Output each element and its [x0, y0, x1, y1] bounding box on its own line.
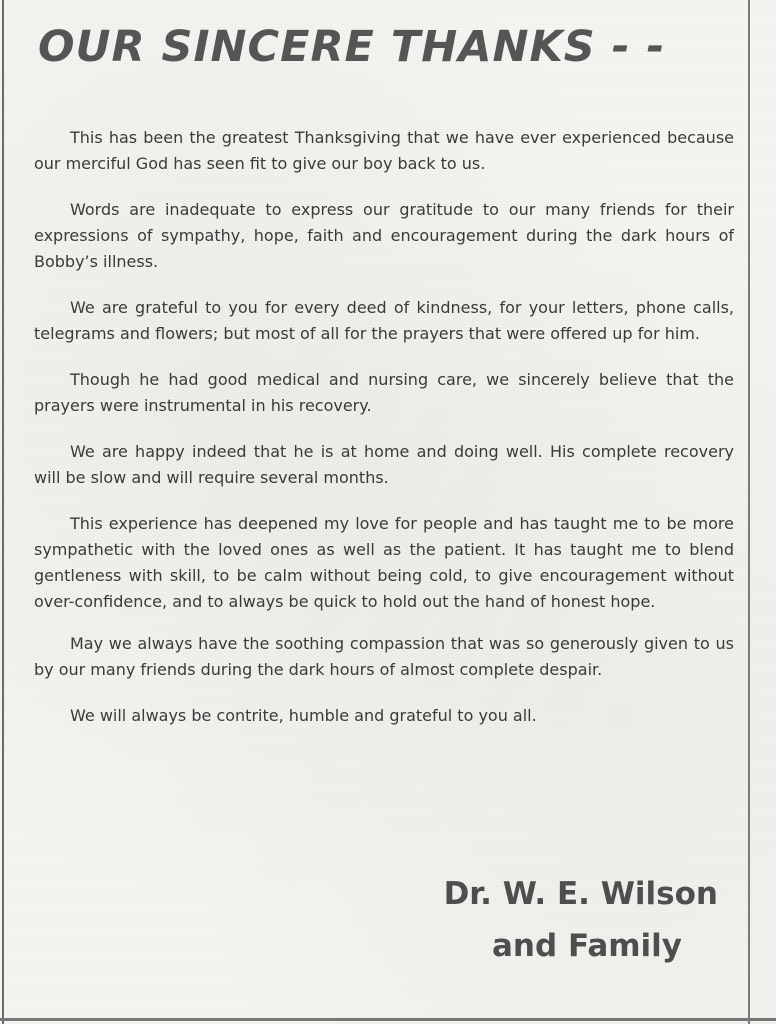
paragraph-7: May we always have the soothing compassion that was so generously given to us by our many friends during the dark hours of almost complete despair.: [34, 634, 734, 679]
paragraph-1: This has been the greatest Thanksgiving that we have ever experienced because our merciful God has seen fit to give our boy back to us.: [34, 128, 734, 173]
signature-family: and Family: [491, 928, 682, 964]
right-border-rule: [748, 0, 750, 1024]
letter-body: [34, 125, 734, 749]
headline: OUR SINCERE THANKS - -: [38, 22, 666, 72]
paragraph-2: Words are inadequate to express our gratitude to our many friends for their expressions of sympathy, hope, faith and encouragement during the dark hours of Bobby’s illness.: [34, 200, 734, 271]
left-border-rule: [2, 0, 4, 1024]
signature-name: Dr. W. E. Wilson: [443, 876, 718, 912]
paragraph-6: This experience has deepened my love for people and has taught me to be more sympathetic with the loved ones as well as the patient. It has taught me to blend gentleness with skill, to be calm without being cold, to give encouragement without over-confidence, and to always be quick to hold out the hand of honest hope.: [34, 514, 734, 611]
paragraph-3: We are grateful to you for every deed of kindness, for your letters, phone calls, telegrams and flowers; but most of all for the prayers that were offered up for him.: [34, 298, 734, 343]
signature-block: [444, 868, 718, 972]
paragraph-8: We will always be contrite, humble and grateful to you all.: [70, 706, 537, 725]
bottom-border-rule: [0, 1018, 776, 1021]
paragraph-4: Though he had good medical and nursing care, we sincerely believe that the prayers were instrumental in his recovery.: [34, 370, 734, 415]
paragraph-5: We are happy indeed that he is at home and doing well. His complete recovery will be slow and will require several months.: [34, 442, 734, 487]
